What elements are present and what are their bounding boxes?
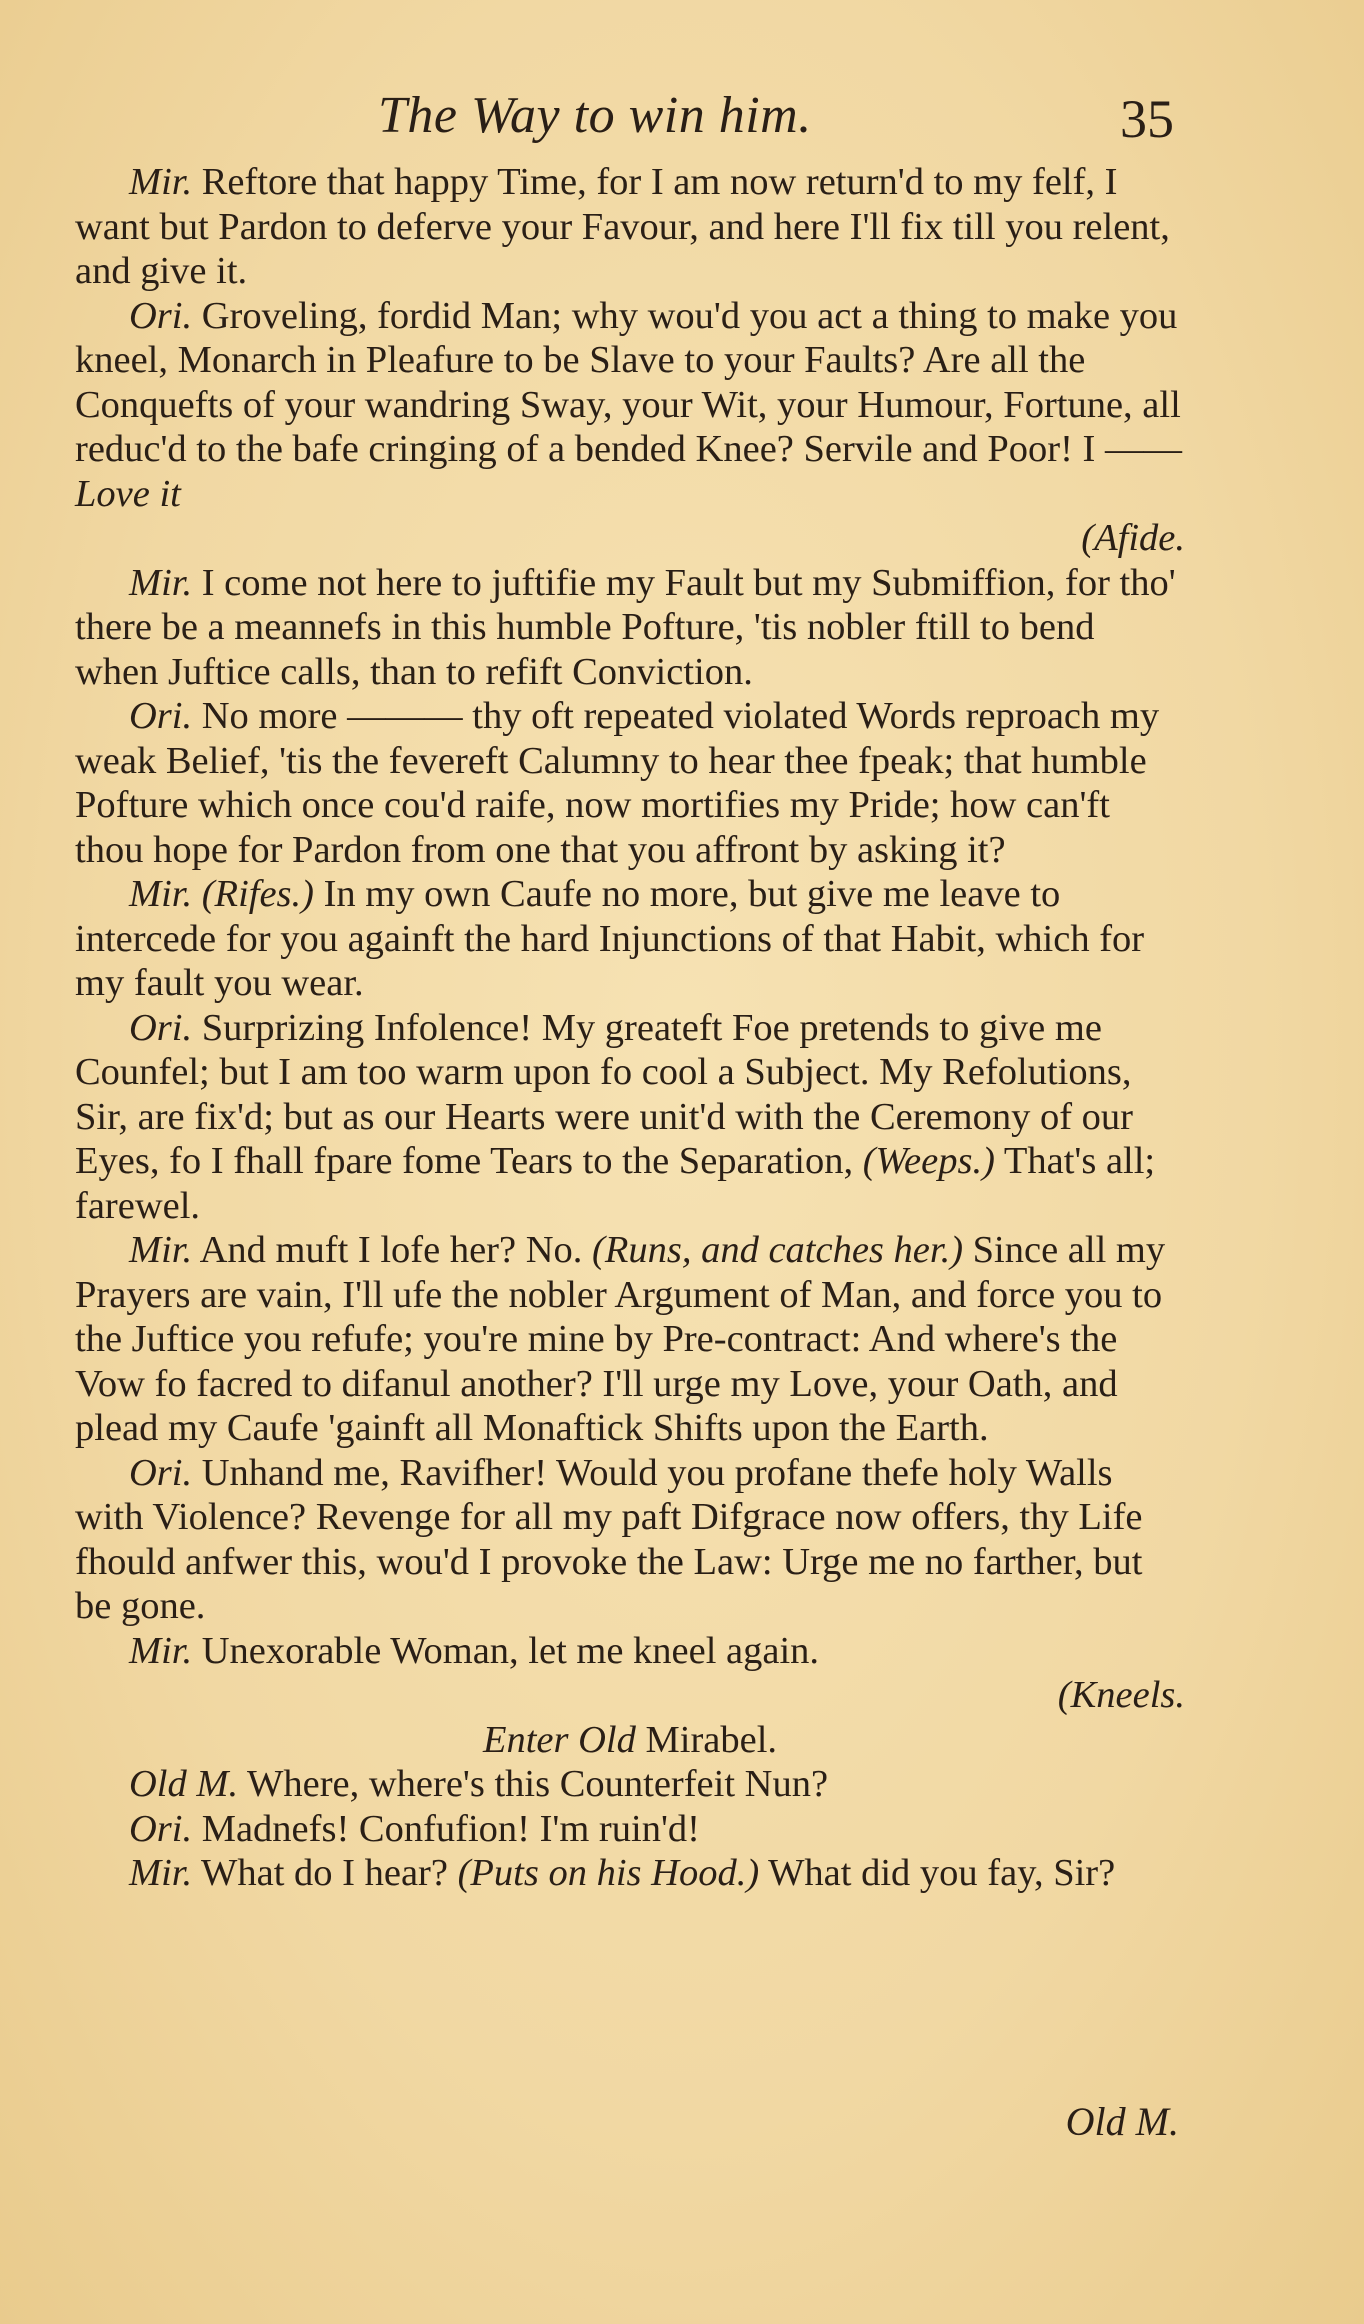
speaker: Mir.	[129, 873, 193, 915]
running-header	[0, 86, 1364, 156]
speech-text: And muft I lofe her? No.	[199, 1229, 583, 1271]
aside-text: Love it	[75, 472, 181, 515]
stage-direction: (Afide.	[1081, 517, 1185, 559]
speaker: Ori.	[129, 294, 193, 337]
entrance-name: Mirabel.	[645, 1718, 778, 1761]
speech-text: I come not here to juftifie my Fault but my Submiffion, for tho' there be a meannefs in this humble Pofture, 'tis nobler ftill to bend when Juftice calls, than to refift Conviction.	[75, 561, 1176, 693]
entrance-direction	[75, 1718, 1185, 1763]
speech-text: Madnefs! Confufion! I'm ruin'd!	[201, 1807, 700, 1850]
speech	[75, 160, 1185, 294]
speaker: Mir.	[129, 161, 193, 203]
speaker: Ori.	[129, 1451, 193, 1494]
speech-text-continued: That's all; farewel.	[75, 1140, 1156, 1227]
speech-text-continued: Since all my Prayers are vain, I'll ufe the nobler Argument of Man, and force you to the Juftice you refufe; you're mine by Pre-contract: And where's the Vow fo facred to difanul another? I'll urge my Love, your Oath, and plead my Caufe 'gainft all Monaftick Shifts upon the Earth.	[75, 1229, 1166, 1449]
stage-direction: (Puts on his Hood.)	[457, 1852, 760, 1894]
speech	[75, 561, 1185, 695]
speaker: Ori.	[129, 1807, 193, 1850]
speech-text: What do I hear?	[201, 1852, 448, 1894]
speech-text: In my own Caufe no more, but give me leave to intercede for you againft the hard Injunctions of that Habit, which for my fault you wear.	[75, 873, 1145, 1004]
stage-direction: (Runs, and catches her.)	[592, 1229, 964, 1271]
running-title: The Way to win him.	[378, 87, 812, 144]
page-number: 35	[1120, 89, 1174, 149]
speech	[75, 694, 1185, 872]
speaker: Mir.	[129, 1629, 193, 1672]
speech	[75, 1228, 1185, 1451]
speech	[75, 872, 1185, 1006]
stage-direction: (Weeps.)	[862, 1140, 995, 1182]
speech	[75, 1006, 1185, 1229]
stage-direction: (Kneels.	[1057, 1674, 1185, 1716]
speaker: Mir.	[129, 1852, 193, 1894]
speech	[75, 294, 1185, 517]
speech-text: Where, where's this Counterfeit Nun?	[247, 1763, 829, 1805]
speaker: Ori.	[129, 695, 193, 737]
speaker: Mir.	[129, 561, 193, 604]
speech-text: Reftore that happy Time, for I am now return'd to my felf, I want but Pardon to deferve your Favour, and here I'll fix till you relent, and give it.	[75, 161, 1170, 292]
speech-text: Groveling, fordid Man; why wou'd you act a thing to make you kneel, Monarch in Pleafure to be Slave to your Faults? Are all the Conquefts of your wandring Sway, your Wit, your Humour, Fortune, all reduc'd to the bafe cringing of a bended Knee? Servile and Poor! I ——	[75, 294, 1183, 470]
speech	[75, 1807, 1185, 1852]
speech-text: Unexorable Woman, let me kneel again.	[201, 1629, 820, 1672]
entrance-italic: Enter Old	[482, 1718, 636, 1761]
speech-text: Unhand me, Ravifher! Would you profane thefe holy Walls with Violence? Revenge for all my paft Difgrace now offers, thy Life fhould anfwer this, wou'd I provoke the Law: Urge me no farther, but be gone.	[75, 1451, 1143, 1627]
speaker: Ori.	[129, 1006, 193, 1049]
page-text	[75, 160, 1185, 1896]
speech	[75, 1851, 1185, 1896]
speech	[75, 1629, 1185, 1674]
speech	[75, 1451, 1185, 1629]
speech-text: No more ——— thy oft repeated violated Words reproach my weak Belief, 'tis the fevereft Calumny to hear thee fpeak; that humble Pofture which once cou'd raife, now mortifies my Pride; how can'ft thou hope for Pardon from one that you affront by asking it?	[75, 695, 1160, 871]
stage-direction: (Rifes.)	[201, 873, 314, 915]
speaker: Old M.	[129, 1763, 239, 1805]
catchword: Old M.	[1065, 2099, 1179, 2144]
speech	[75, 1762, 1185, 1807]
speech-text: Surprizing Infolence! My greateft Foe pretends to give me Counfel; but I am too warm upon fo cool a Subject. My Refolutions, Sir, are fix'd; but as our Hearts were unit'd with the Ceremony of our Eyes, fo I fhall fpare fome Tears to the Separation,	[75, 1006, 1133, 1182]
speech-text-continued: What did you fay, Sir?	[768, 1852, 1116, 1894]
speaker: Mir.	[129, 1229, 193, 1271]
